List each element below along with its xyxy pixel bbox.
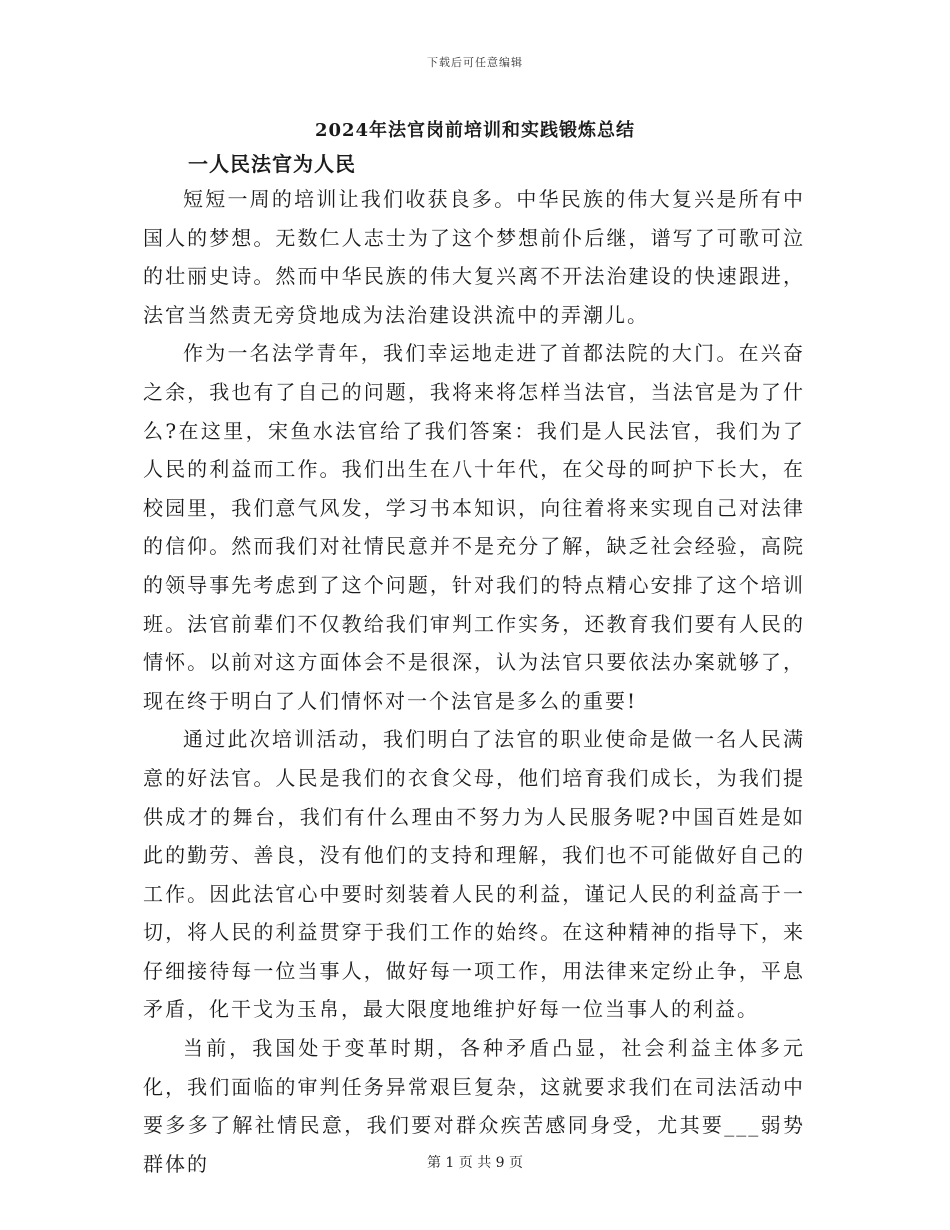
document-body [143,180,805,1183]
document-title: 2024年法官岗前培训和实践锻炼总结 [314,120,636,141]
section-heading: 一人民法官为人民 [188,152,356,176]
paragraph: 短短一周的培训让我们收获良多。中华民族的伟大复兴是所有中国人的梦想。无数仁人志士为了这个梦想前仆后继，谱写了可歌可泣的壮丽史诗。然而中华民族的伟大复兴离不开法治建设的快速跟进，法官当然责无旁贷地成为法治建设洪流中的弄潮儿。 [143,187,805,327]
paragraph: 当前，我国处于变革时期，各种矛盾凸显，社会利益主体多元化，我们面临的审判任务异常艰巨复杂，这就要求我们在司法活动中要多多了解社情民意，我们要对群众疾苦感同身受，尤其要___弱势群体的 [143,1036,805,1176]
header-note: 下载后可任意编辑 [427,56,523,69]
paragraph: 作为一名法学青年，我们幸运地走进了首都法院的大门。在兴奋之余，我也有了自己的问题，我将来将怎样当法官，当法官是为了什么?在这里，宋鱼水法官给了我们答案：我们是人民法官，我们为了人民的利益而工作。我们出生在八十年代，在父母的呵护下长大，在校园里，我们意气风发，学习书本知识，向往着将来实现自己对法律的信仰。然而我们对社情民意并不是充分了解，缺乏社会经验，高院的领导事先考虑到了这个问题，针对我们的特点精心安排了这个培训班。法官前辈们不仅教给我们审判工作实务，还教育我们要有人民的情怀。以前对这方面体会不是很深，认为法官只要依法办案就够了，现在终于明白了人们情怀对一个法官是多么的重要! [143,341,805,713]
page-number-footer: 第 1 页 共 9 页 [426,1155,524,1171]
paragraph: 通过此次培训活动，我们明白了法官的职业使命是做一名人民满意的好法官。人民是我们的衣食父母，他们培育我们成长，为我们提供成才的舞台，我们有什么理由不努力为人民服务呢?中国百姓是如此的勤劳、善良，没有他们的支持和理解，我们也不可能做好自己的工作。因此法官心中要时刻装着人民的利益，谨记人民的利益高于一切，将人民的利益贯穿于我们工作的始终。在这种精神的指导下，来仔细接待每一位当事人，做好每一项工作，用法律来定纷止争，平息矛盾，化干戈为玉帛，最大限度地维护好每一位当事人的利益。 [143,727,805,1022]
